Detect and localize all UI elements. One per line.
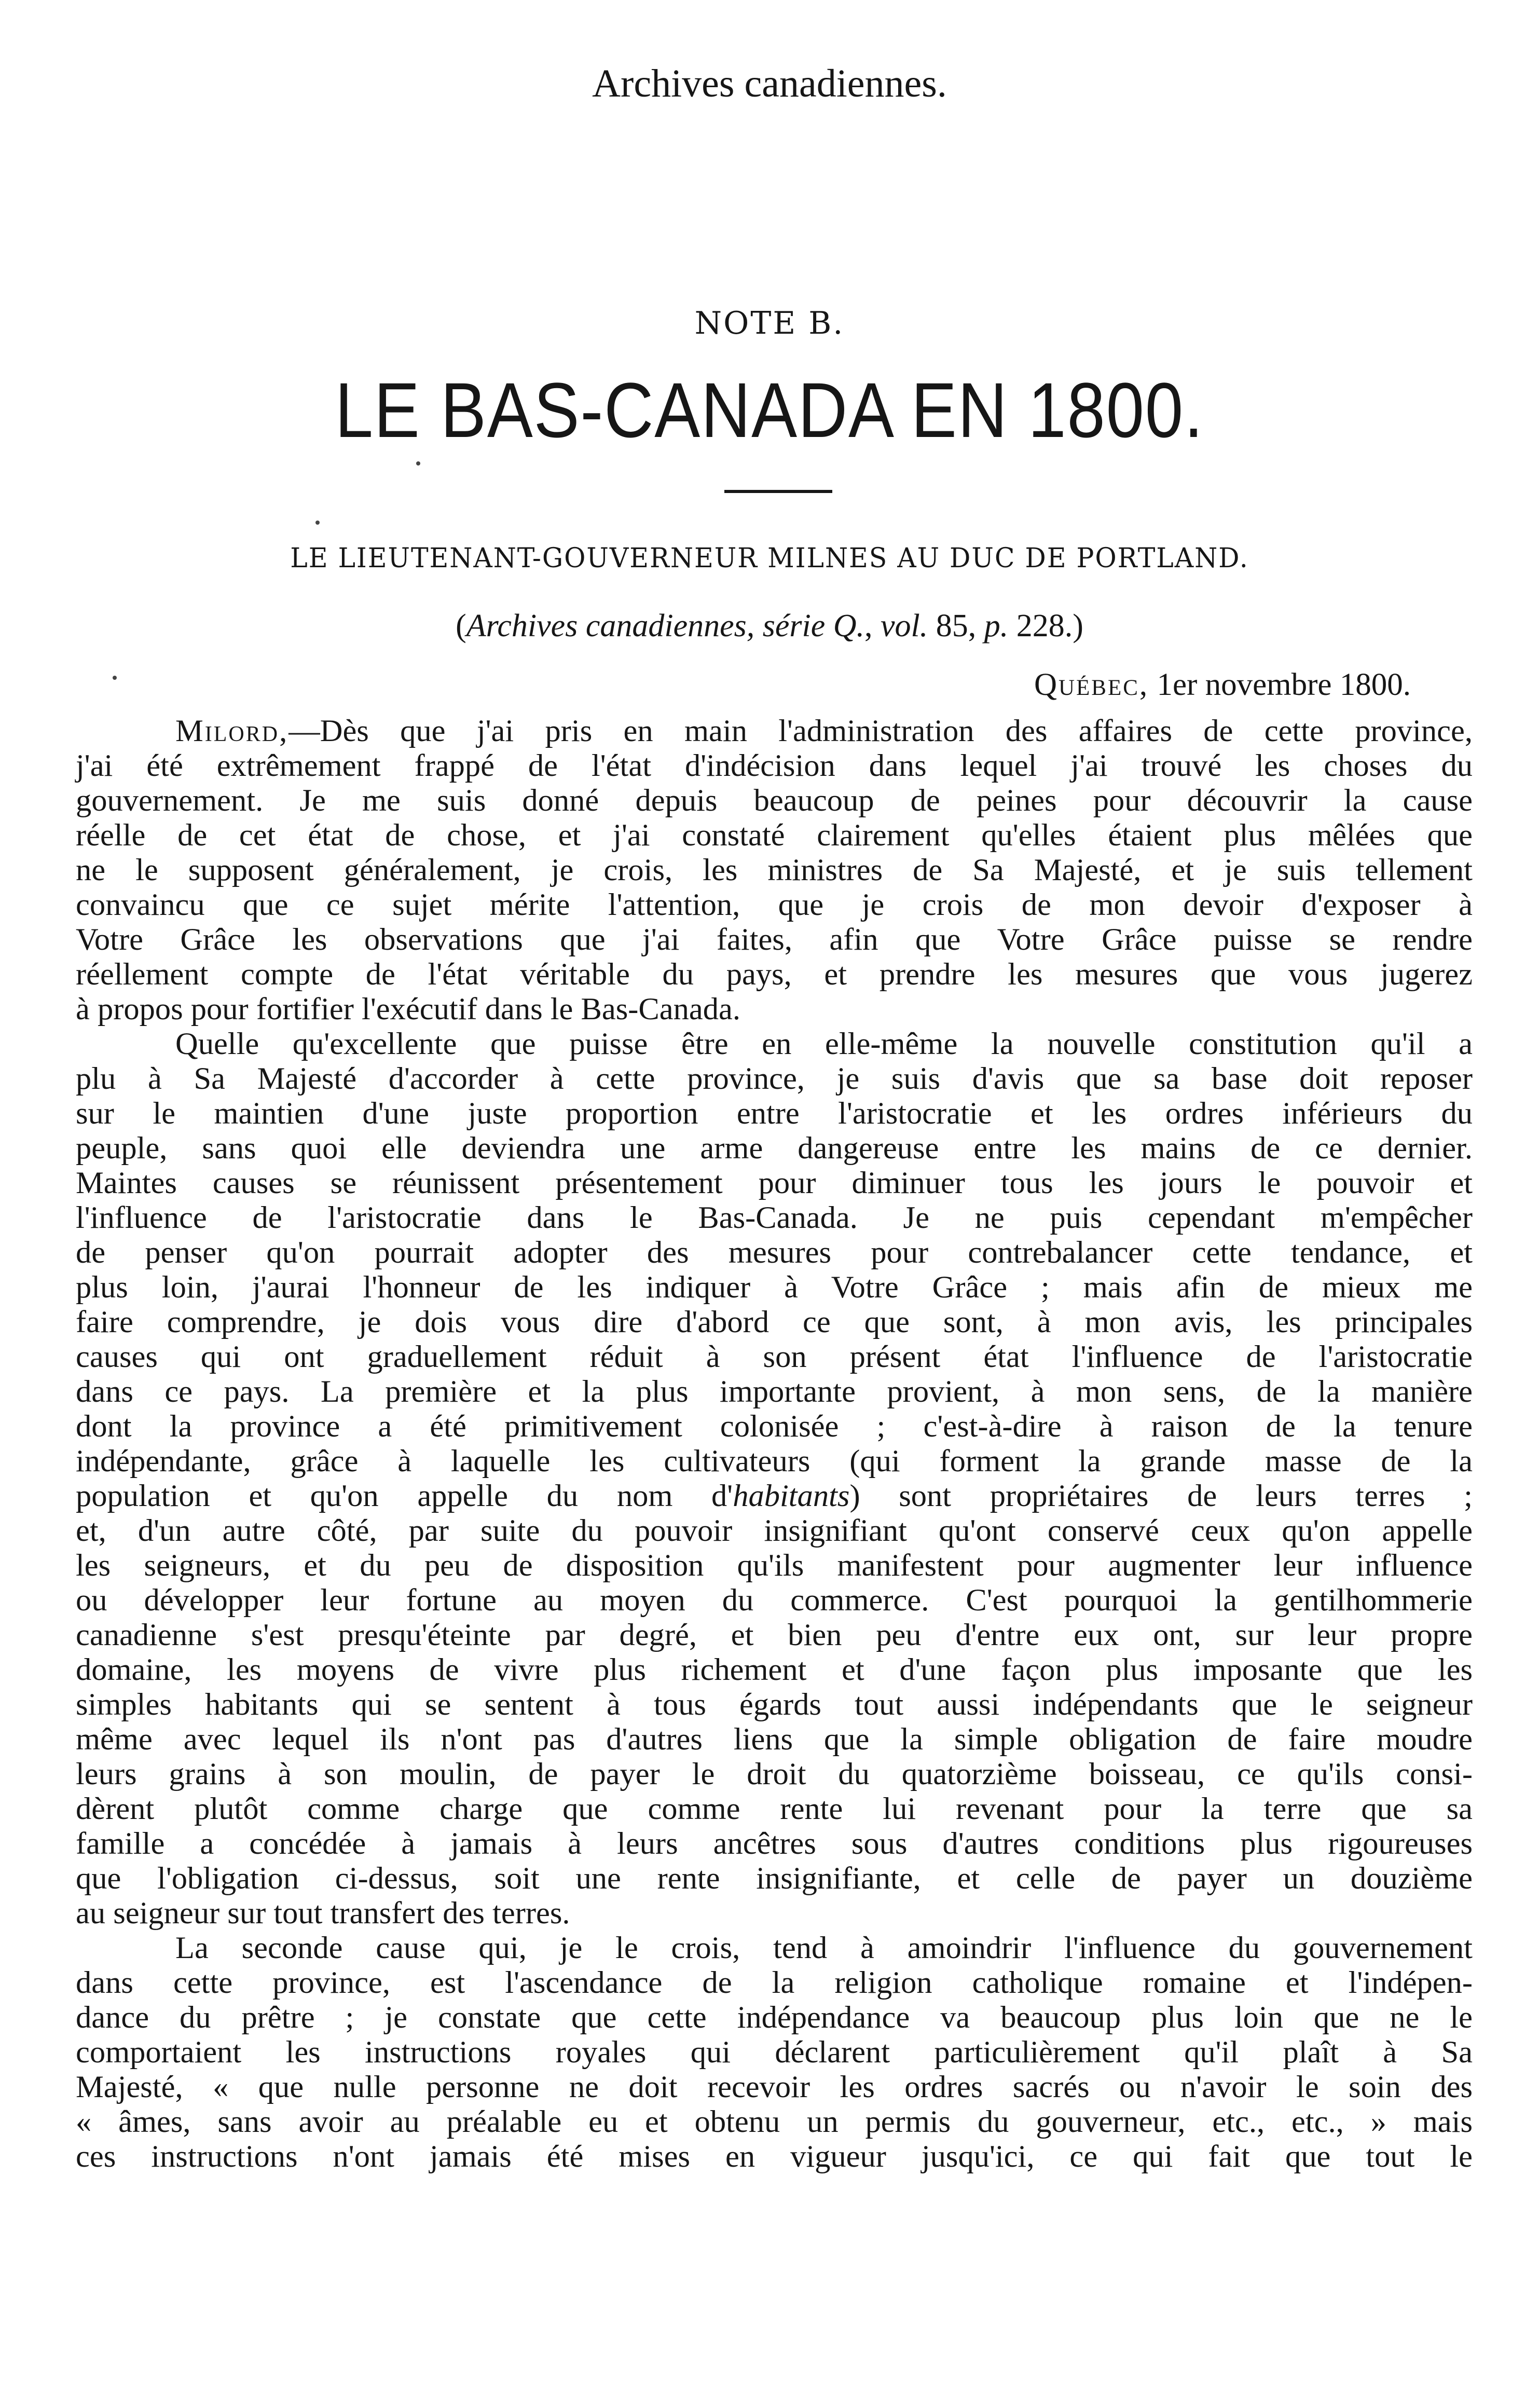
text-line: population et qu'on appelle du nom d'habitants) sont propriétaires de leurs terres ;	[76, 1479, 1473, 1513]
text-line: canadienne s'est presqu'éteinte par degré, et bien peu d'entre eux ont, sur leur propre	[76, 1618, 1473, 1652]
main-title: LE BAS-CANADA EN 1800.	[335, 366, 1204, 454]
salutation: Milord,	[175, 714, 289, 748]
text-line-content: —Dès que j'ai pris en main l'administration des affaires de cette province,	[288, 714, 1473, 748]
text-line: dans ce pays. La première et la plus importante provient, à mon sens, de la manière	[76, 1374, 1473, 1409]
text-line: dèrent plutôt comme charge que comme rente lui revenant pour la terre que sa	[76, 1791, 1473, 1826]
text-line: à propos pour fortifier l'exécutif dans le Bas-Canada.	[76, 992, 740, 1027]
text-line	[76, 714, 1473, 748]
text-line: leurs grains à son moulin, de payer le droit du quatorzième boisseau, ce qu'ils consi-	[76, 1757, 1473, 1791]
letter-title: LE LIEUTENANT-GOUVERNEUR MILNES AU DUC DE PORTLAND.	[290, 543, 1249, 574]
dateline	[1034, 667, 1411, 703]
text-line: ne le supposent généralement, je crois, les ministres de Sa Majesté, et je suis tellement	[76, 853, 1473, 887]
italic-term: habitants	[733, 1479, 850, 1513]
source-p-num: 228.)	[1008, 608, 1083, 644]
text-line: comportaient les instructions royales qui déclarent particulièrement qu'il plaît à Sa	[76, 2035, 1473, 2070]
text-line: sur le maintien d'une juste proportion entre l'aristocratie et les ordres inférieurs du	[76, 1096, 1473, 1131]
text-line: indépendante, grâce à laquelle les cultivateurs (qui forment la grande masse de la	[76, 1444, 1473, 1479]
letter-body	[76, 714, 1473, 2174]
text-line: et, d'un autre côté, par suite du pouvoir insignifiant qu'ont conservé ceux qu'on appelle	[76, 1513, 1473, 1548]
speck-mark	[416, 461, 420, 466]
running-head: Archives canadiennes.	[592, 62, 947, 105]
text-line: causes qui ont graduellement réduit à son présent état l'influence de l'aristocratie	[76, 1339, 1473, 1374]
source-p-label: p.	[984, 608, 1009, 644]
text-line: Votre Grâce les observations que j'ai faites, afin que Votre Grâce puisse se rendre	[76, 922, 1473, 957]
source-sep: ,	[864, 608, 881, 644]
title-rule	[724, 490, 832, 493]
text-line: dance du prêtre ; je constate que cette indépendance va beaucoup plus loin que ne le	[76, 2000, 1473, 2035]
source-archives: Archives canadiennes, série Q.	[466, 608, 865, 644]
text-line: ou développer leur fortune au moyen du commerce. C'est pourquoi la gentilhommerie	[76, 1583, 1473, 1618]
text-line: faire comprendre, je dois vous dire d'abord ce que sont, à mon avis, les principales	[76, 1305, 1473, 1339]
dateline-date: 1er novembre 1800.	[1149, 667, 1411, 702]
text-line: famille a concédée à jamais à leurs ancêtres sous d'autres conditions plus rigoureuses	[76, 1826, 1473, 1861]
text-line: réellement compte de l'état véritable du pays, et prendre les mesures que vous jugerez	[76, 957, 1473, 992]
paragraph	[76, 1931, 1473, 2174]
text-line: gouvernement. Je me suis donné depuis beaucoup de peines pour découvrir la cause	[76, 783, 1473, 818]
text-line: Majesté, « que nulle personne ne doit recevoir les ordres sacrés ou n'avoir le soin des	[76, 2070, 1473, 2104]
text-line: que l'obligation ci-dessus, soit une rente insignifiante, et celle de payer un douzième	[76, 1861, 1473, 1896]
text-line: les seigneurs, et du peu de disposition qu'ils manifestent pour augmenter leur influence	[76, 1548, 1473, 1583]
text-line: l'influence de l'aristocratie dans le Bas-Canada. Je ne puis cependant m'empêcher	[76, 1200, 1473, 1235]
text-line: La seconde cause qui, je le crois, tend à amoindrir l'influence du gouvernement	[175, 1931, 1473, 1965]
text-line: simples habitants qui se sentent à tous égards tout aussi indépendants que le seigneur	[76, 1687, 1473, 1722]
dateline-city: Québec,	[1034, 667, 1149, 702]
text-line: « âmes, sans avoir au préalable eu et obtenu un permis du gouverneur, etc., etc., » mais	[76, 2104, 1473, 2139]
source-vol-label: vol.	[881, 608, 928, 644]
text-line: au seigneur sur tout transfert des terres.	[76, 1896, 570, 1931]
text-line: dont la province a été primitivement colonisée ; c'est-à-dire à raison de la tenure	[76, 1409, 1473, 1444]
text-line: Quelle qu'excellente que puisse être en elle-même la nouvelle constitution qu'il a	[175, 1027, 1473, 1061]
text-line: réelle de cet état de chose, et j'ai constaté clairement qu'elles étaient plus mêlées que	[76, 818, 1473, 853]
text-line: dans cette province, est l'ascendance de la religion catholique romaine et l'indépen-	[76, 1965, 1473, 2000]
text-line: Maintes causes se réunissent présentement pour diminuer tous les jours le pouvoir et	[76, 1166, 1473, 1200]
speck-mark	[113, 676, 117, 680]
text-line: ces instructions n'ont jamais été mises en vigueur jusqu'ici, ce qui fait que tout le	[76, 2139, 1473, 2174]
text-line: plus loin, j'aurai l'honneur de les indiquer à Votre Grâce ; mais afin de mieux me	[76, 1270, 1473, 1305]
paragraph	[76, 1027, 1473, 1931]
speck-mark	[315, 521, 320, 525]
source-citation	[0, 608, 1539, 645]
text-line: de penser qu'on pourrait adopter des mesures pour contrebalancer cette tendance, et	[76, 1235, 1473, 1270]
note-label: NOTE B.	[694, 305, 845, 341]
source-vol-num: 85,	[928, 608, 984, 644]
text-line: peuple, sans quoi elle deviendra une arme dangereuse entre les mains de ce dernier.	[76, 1131, 1473, 1166]
text-line: plu à Sa Majesté d'accorder à cette province, je suis d'avis que sa base doit reposer	[76, 1061, 1473, 1096]
paragraph	[76, 714, 1473, 1027]
text-line: convaincu que ce sujet mérite l'attention, que je crois de mon devoir d'exposer à	[76, 887, 1473, 922]
text-line: j'ai été extrêmement frappé de l'état d'indécision dans lequel j'ai trouvé les choses du	[76, 748, 1473, 783]
text-line: même avec lequel ils n'ont pas d'autres liens que la simple obligation de faire moudre	[76, 1722, 1473, 1757]
text-line: domaine, les moyens de vivre plus richement et d'une façon plus imposante que les	[76, 1652, 1473, 1687]
source-open: (	[456, 608, 466, 644]
